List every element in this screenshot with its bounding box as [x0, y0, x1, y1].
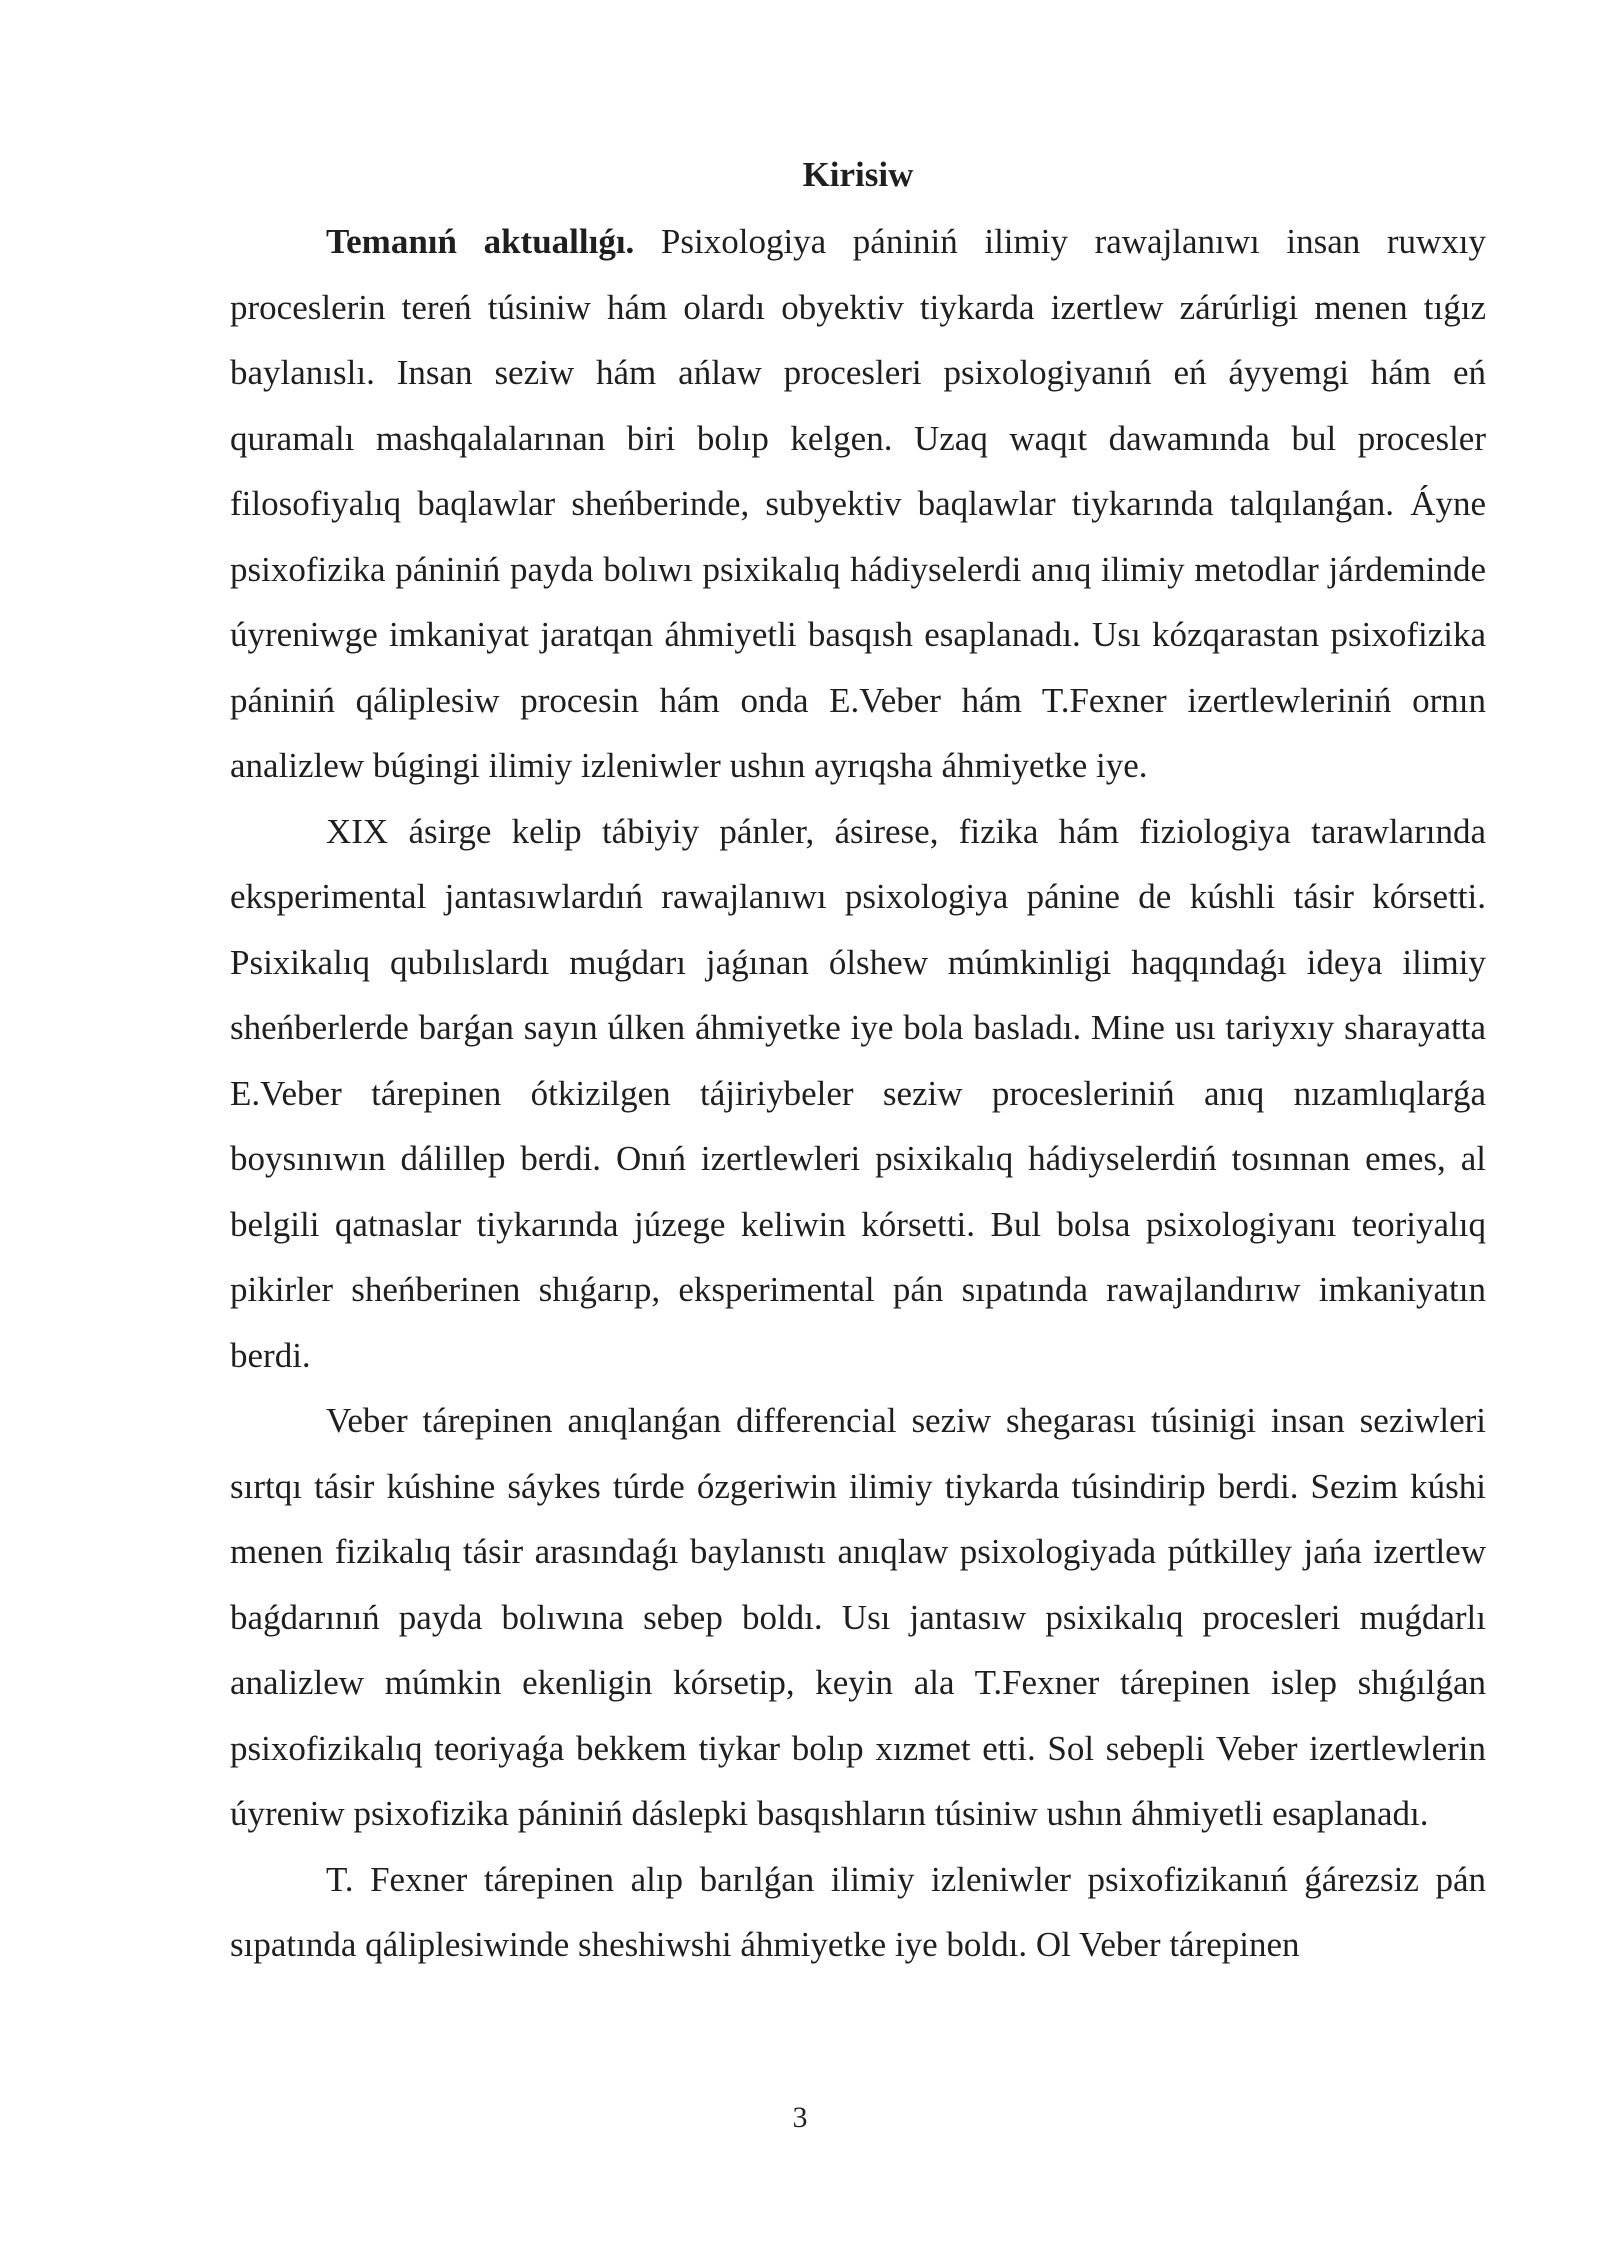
paragraph-text: Veber tárepinen anıqlanǵan differencial seziw shegarası túsinigi insan seziwleri sırtqı tásir kúshine sáykes túrde ózgeriwin ilimiy tiykarda túsindirip berdi. Sezim kúshi menen fizikalıq tásir arasındaǵı baylanıstı anıqlaw psixologiyada pútkilley jańa izertlew baǵdarınıń payda bolıwına sebep boldı. Usı jantasıw psixikalıq procesleri muǵdarlı analizlew múmkin ekenligin kórsetip, keyin ala T.Fexner tárepinen islep shıǵılǵan psixofizikalıq teoriyaǵa bekkem tiykar bolıp xızmet etti. Sol sebepli Veber izertlewlerin úyreniw psixofizika pániniń dáslepki basqıshların túsiniw ushın áhmiyetli esaplanadı. — [230, 1401, 1486, 1833]
section-title: Kirisiw — [802, 155, 914, 194]
paragraph-1 — [230, 209, 1486, 799]
paragraph-text: XIX ásirge kelip tábiyiy pánler, ásirese, fizika hám fiziologiya tarawlarında eksperimental jantasıwlardıń rawajlanıwı psixologiya pánine de kúshli tásir kórsetti. Psixikalıq qubılıslardı muǵdarı jaǵınan ólshew múmkinligi haqqındaǵı ideya ilimiy sheńberlerde barǵan sayın úlken áhmiyetke iye bola basladı. Mine usı tariyxıy sharayatta E.Veber tárepinen ótkizilgen tájiriybeler seziw procesleriniń anıq nızamlıqlarǵa boysınıwın dálillep berdi. Onıń izertlewleri psixikalıq hádiyselerdiń tosınnan emes, al belgili qatnaslar tiykarında júzege keliwin kórsetti. Bul bolsa psixologiyanı teoriyalıq pikirler sheńberinen shıǵarıp, eksperimental pán sıpatında rawajlandırıw imkaniyatın berdi. — [230, 811, 1486, 1375]
paragraph-2 — [230, 799, 1486, 1389]
paragraph-4 — [230, 1847, 1486, 1978]
text-block — [230, 146, 1486, 1978]
paragraph-3 — [230, 1388, 1486, 1847]
page-number: 3 — [792, 2101, 808, 2134]
paragraph-lead: Temanıń aktuallıǵı. — [326, 222, 635, 261]
paragraph-text: Psixologiya pániniń ilimiy rawajlanıwı insan ruwxıy proceslerin tereń túsiniw hám olardı obyektiv tiykarda izertlew zárúrligi menen tıǵız baylanıslı. Insan seziw hám ańlaw procesleri psixologiyanıń eń áyyemgi hám eń quramalı mashqalalarınan biri bolıp kelgen. Uzaq waqıt dawamında bul procesler filosofiyalıq baqlawlar sheńberinde, subyektiv baqlawlar tiykarında talqılanǵan. Áyne psixofizika pániniń payda bolıwı psixikalıq hádiyselerdi anıq ilimiy metodlar járdeminde úyreniwge imkaniyat jaratqan áhmiyetli basqısh esaplanadı. Usı kózqarastan psixofizika pániniń qáliplesiw procesin hám onda E.Veber hám T.Fexner izertlewleriniń ornın analizlew búgingi ilimiy izleniwler ushın ayrıqsha áhmiyetke iye. — [230, 222, 1487, 785]
paragraph-text: T. Fexner tárepinen alıp barılǵan ilimiy izleniwler psixofizikanıń ǵárezsiz pán sıpatında qáliplesiwinde sheshiwshi áhmiyetke iye boldı. Ol Veber tárepinen — [230, 1859, 1486, 1964]
